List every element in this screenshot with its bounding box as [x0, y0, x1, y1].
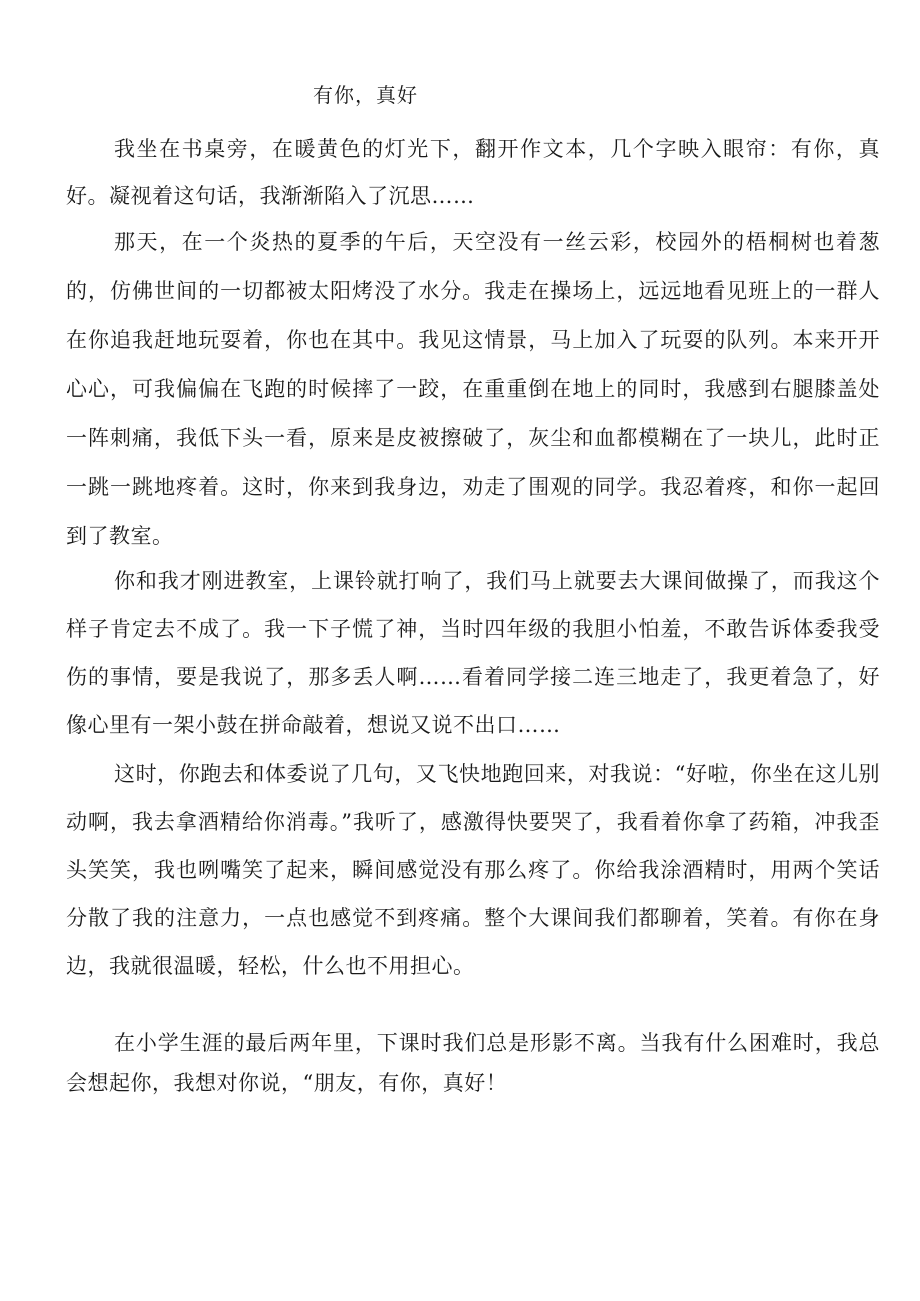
- paragraph-1: 我坐在书桌旁，在暖黄色的灯光下，翻开作文本，几个字映入眼帘：有你，真好。凝视着这句话，我渐渐陷入了沉思……: [66, 137, 880, 208]
- essay-title: 有你，真好: [313, 83, 418, 107]
- paragraph-5: 在小学生涯的最后两年里，下课时我们总是形影不离。当我有什么困难时，我总会想起你，我想对你说，“朋友，有你，真好！: [66, 1031, 880, 1095]
- paragraph-4: 这时，你跑去和体委说了几句，又飞快地跑回来，对我说：“好啦，你坐在这儿别动啊，我去拿酒精给你消毒。”我听了，感激得快要哭了，我看着你拿了药箱，冲我歪头笑笑，我也咧嘴笑了起来，瞬间感觉没有那么疼了。你给我涂酒精时，用两个笑话分散了我的注意力，一点也感觉不到疼痛。整个大课间我们都聊着，笑着。有你在身边，我就很温暖，轻松，什么也不用担心。: [66, 762, 880, 978]
- paragraph-3: 你和我才刚进教室，上课铃就打响了，我们马上就要去大课间做操了，而我这个样子肯定去不成了。我一下子慌了神，当时四年级的我胆小怕羞，不敢告诉体委我受伤的事情，要是我说了，那多丢人啊……看着同学接二连三地走了，我更着急了，好像心里有一架小鼓在拼命敲着，想说又说不出口……: [66, 569, 880, 737]
- paragraph-2: 那天，在一个炎热的夏季的午后，天空没有一丝云彩，校园外的梧桐树也着葱的，仿佛世间的一切都被太阳烤没了水分。我走在操场上，远远地看见班上的一群人在你追我赶地玩耍着，你也在其中。我见这情景，马上加入了玩耍的队列。本来开开心心，可我偏偏在飞跑的时候摔了一跤，在重重倒在地上的同时，我感到右腿膝盖处一阵刺痛，我低下头一看，原来是皮被擦破了，灰尘和血都模糊在了一块儿，此时正一跳一跳地疼着。这时，你来到我身边，劝走了围观的同学。我忍着疼，和你一起回到了教室。: [66, 230, 880, 548]
